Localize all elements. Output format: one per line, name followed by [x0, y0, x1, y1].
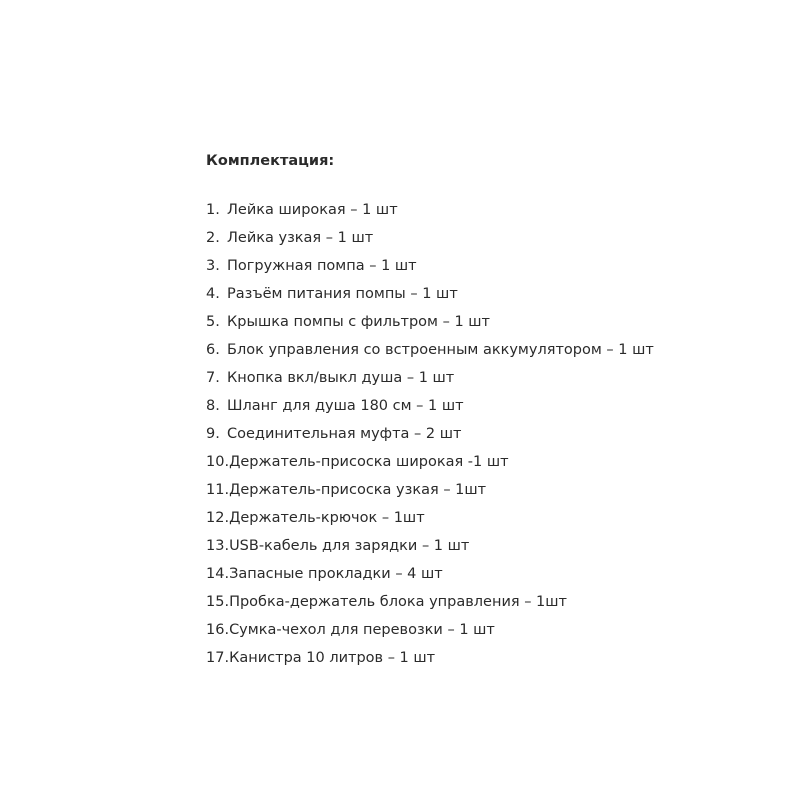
item-text: Шланг для душа 180 см – 1 шт — [227, 398, 464, 414]
item-text: Кнопка вкл/выкл душа – 1 шт — [227, 370, 455, 386]
list-item — [206, 588, 766, 616]
item-text: Пробка-держатель блока управления – 1шт — [229, 594, 568, 610]
list-item — [206, 308, 766, 336]
list-item — [206, 616, 766, 644]
item-number: 17. — [206, 650, 230, 666]
list-item — [206, 448, 766, 476]
item-number: 2. — [206, 230, 220, 246]
item-number: 15. — [206, 594, 230, 610]
list-item — [206, 336, 766, 364]
item-text: Погружная помпа – 1 шт — [227, 258, 417, 274]
item-text: Держатель-присоска узкая – 1шт — [229, 482, 487, 498]
item-text: Блок управления со встроенным аккумулятором – 1 шт — [227, 342, 654, 358]
item-text: Разъём питания помпы – 1 шт — [227, 286, 458, 302]
item-text: Лейка широкая – 1 шт — [227, 202, 398, 218]
list-item — [206, 280, 766, 308]
list-item — [206, 560, 766, 588]
item-text: Соединительная муфта – 2 шт — [227, 426, 462, 442]
list-item — [206, 252, 766, 280]
item-number: 10. — [206, 454, 230, 470]
list-item — [206, 420, 766, 448]
item-number: 12. — [206, 510, 230, 526]
list-item — [206, 224, 766, 252]
item-number: 9. — [206, 426, 220, 442]
item-number: 5. — [206, 314, 220, 330]
list-item — [206, 196, 766, 224]
item-number: 6. — [206, 342, 220, 358]
item-number: 14. — [206, 566, 230, 582]
item-number: 7. — [206, 370, 220, 386]
item-text: Лейка узкая – 1 шт — [227, 230, 374, 246]
item-text: USB-кабель для зарядки – 1 шт — [229, 538, 470, 554]
content-block — [206, 150, 766, 672]
item-text: Держатель-присоска широкая -1 шт — [229, 454, 509, 470]
item-text: Запасные прокладки – 4 шт — [229, 566, 443, 582]
section-heading: Комплектация: — [206, 153, 335, 169]
item-number: 11. — [206, 482, 230, 498]
item-text: Крышка помпы с фильтром – 1 шт — [227, 314, 490, 330]
list-item — [206, 504, 766, 532]
item-number: 13. — [206, 538, 230, 554]
item-number: 3. — [206, 258, 220, 274]
item-number: 16. — [206, 622, 230, 638]
item-number: 4. — [206, 286, 220, 302]
item-text: Сумка-чехол для перевозки – 1 шт — [229, 622, 495, 638]
item-text: Канистра 10 литров – 1 шт — [229, 650, 436, 666]
item-text: Держатель-крючок – 1шт — [229, 510, 425, 526]
item-number: 8. — [206, 398, 220, 414]
package-contents-list — [206, 196, 766, 672]
item-number: 1. — [206, 202, 220, 218]
list-item — [206, 364, 766, 392]
list-item — [206, 476, 766, 504]
list-item — [206, 532, 766, 560]
list-item — [206, 644, 766, 672]
list-item — [206, 392, 766, 420]
